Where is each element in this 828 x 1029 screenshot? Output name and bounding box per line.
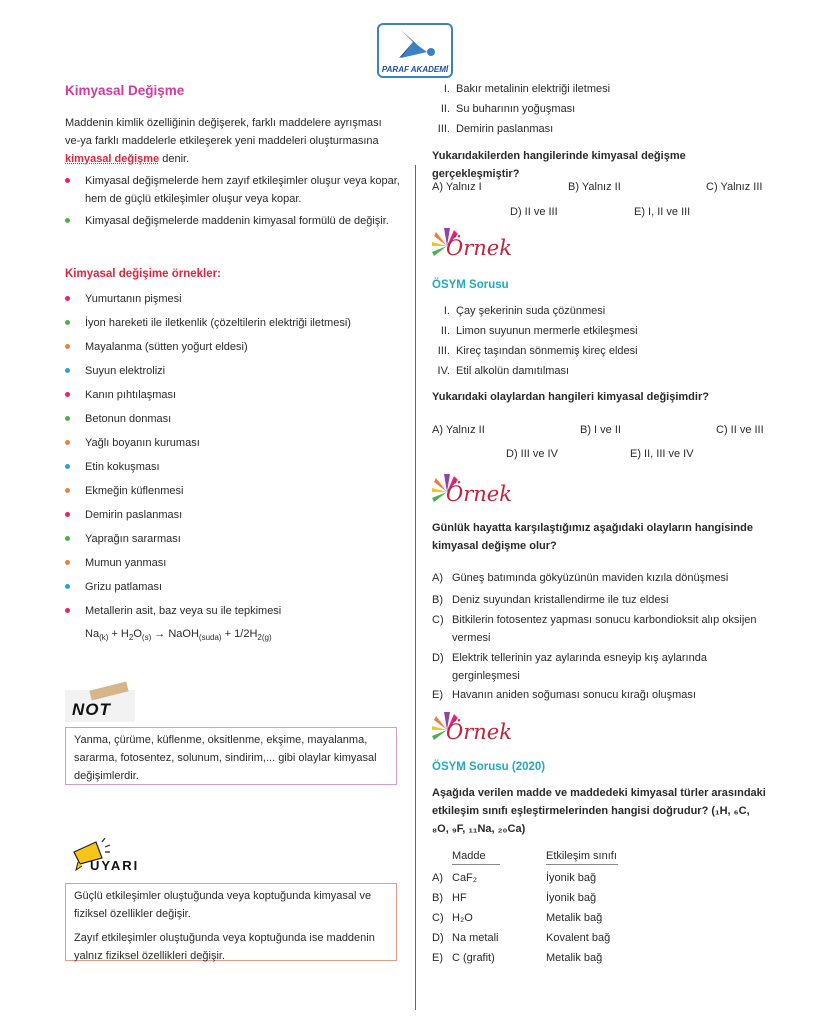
- statement: [432, 342, 767, 360]
- statement: [432, 80, 767, 98]
- key-term: kimyasal değişme: [65, 153, 160, 165]
- option[interactable]: C) II ve III: [716, 424, 764, 436]
- example-text: Etin kokuşması: [85, 461, 160, 473]
- substance: CaF₂: [452, 872, 478, 884]
- bullet-dot-icon: [65, 320, 70, 325]
- option[interactable]: A) Yalnız I: [432, 181, 482, 193]
- interaction-class: İyonik bağ: [546, 872, 597, 884]
- statement-number: II.: [440, 325, 450, 337]
- option[interactable]: [432, 569, 767, 587]
- ornek-text: Örnek: [446, 720, 512, 744]
- statement-number: I.: [443, 305, 450, 317]
- option[interactable]: D) II ve III: [510, 206, 558, 218]
- warning-text: Güçlü etkileşimler oluştuğunda veya koptuğunda kimyasal ve fiziksel özellikler değişir.: [74, 890, 372, 920]
- eq-part: + H: [111, 628, 129, 640]
- question-source: ÖSYM Sorusu (2020): [432, 761, 546, 773]
- bullet-dot-icon: [65, 178, 70, 183]
- option[interactable]: [432, 611, 767, 647]
- option-text: Elektrik tellerinin yaz aylarında esneyip kış aylarında gerginleşmesi: [452, 652, 707, 682]
- column-header-madde: Madde: [452, 850, 500, 865]
- tape-icon: [89, 682, 128, 701]
- option[interactable]: A) Yalnız II: [432, 424, 485, 436]
- example-text: Grizu patlaması: [85, 581, 163, 593]
- option-text: Havanın aniden soğuması sonucu kırağı oluşması: [452, 689, 696, 701]
- option[interactable]: E) I, II ve III: [634, 206, 691, 218]
- example-item: [65, 290, 400, 308]
- eq-part: + 1/2H: [224, 628, 258, 640]
- question-2: Yukarıdaki olaylardan hangileri kimyasal değişimdir?: [432, 391, 709, 403]
- example-text: Kanın pıhtılaşması: [85, 389, 177, 401]
- example-item: [65, 578, 400, 596]
- statement: [432, 100, 767, 118]
- logo-text: PARAF AKADEMİ: [381, 65, 449, 74]
- eq-sub: 2(g): [257, 633, 272, 643]
- option-text: Bitkilerin fotosentez yapması sonucu karbondioksit alıp oksijen vermesi: [452, 614, 757, 644]
- eq-part: Na: [85, 628, 100, 640]
- question-3: Günlük hayatta karşılaştığımız aşağıdaki olayların hangisinde kimyasal değişme olur?: [432, 522, 753, 552]
- section-title: Kimyasal Değişme: [65, 83, 185, 98]
- option[interactable]: [432, 649, 767, 685]
- atomic-numbers: (₁H, ₆C, ₈O, ₉F, ₁₁Na, ₂₀Ca): [432, 805, 750, 835]
- statement-text: Bakır metalinin elektriği iletmesi: [456, 83, 611, 95]
- intro-end: denir.: [159, 153, 190, 165]
- example-item: [65, 554, 400, 572]
- substance: Na metali: [452, 932, 499, 944]
- option[interactable]: B) I ve II: [580, 424, 621, 436]
- example-item: [65, 482, 400, 500]
- option-letter: B): [432, 892, 443, 904]
- bullet-dot-icon: [65, 584, 70, 589]
- bullet-dot-icon: [65, 536, 70, 541]
- logo-mark-icon: [393, 28, 437, 62]
- example-item: [65, 506, 400, 524]
- ornek-text: Örnek: [446, 482, 512, 506]
- bullet-dot-icon: [65, 416, 70, 421]
- warning-label: [72, 838, 140, 875]
- question-4-text: Aşağıda verilen madde ve maddedeki kimyasal türler arasındaki etkileşim sınıfı eşleştirmelerinden hangisi doğrudur?: [432, 787, 766, 817]
- substance: H₂O: [452, 912, 473, 924]
- ornek-badge: [432, 472, 542, 512]
- example-text: Metallerin asit, baz veya su ile tepkimesi: [85, 605, 282, 617]
- statement: [432, 120, 767, 138]
- bullet-dot-icon: [65, 488, 70, 493]
- option-letter: C): [432, 912, 444, 924]
- bullet-dot-icon: [65, 344, 70, 349]
- column-header-etkilesim: Etkileşim sınıfı: [546, 850, 618, 865]
- statement: [432, 322, 767, 340]
- warning-label-text: UYARI: [90, 858, 140, 873]
- bullet-dot-icon: [65, 218, 70, 223]
- example-text: Mayalanma (sütten yoğurt eldesi): [85, 341, 248, 353]
- statement-number: IV.: [437, 365, 450, 377]
- interaction-class: Metalik bağ: [546, 912, 603, 924]
- statement-text: Su buharının yoğuşması: [456, 103, 576, 115]
- example-text: İyon hareketi ile iletkenlik (çözeltilerin elektriği iletmesi): [85, 317, 351, 329]
- note-label-text: NOT: [72, 700, 111, 719]
- eq-part: O: [133, 628, 142, 640]
- bullet-dot-icon: [65, 296, 70, 301]
- intro-text: Maddenin kimlik özelliğinin değişerek, farklı maddelere ayrışması ve-ya farklı maddelerle etkileşerek yeni maddeleri oluşturmasına: [65, 117, 382, 147]
- eq-sub: 2: [128, 633, 134, 643]
- statement-number: III.: [437, 123, 450, 135]
- eq-sub: (suda): [198, 633, 222, 643]
- option-letter: E): [432, 952, 443, 964]
- examples-title: Kimyasal değişime örnekler:: [65, 268, 221, 280]
- substance: C (grafit): [452, 952, 495, 964]
- statement: [432, 302, 767, 320]
- question-4: [432, 784, 767, 838]
- interaction-class: Kovalent bağ: [546, 932, 611, 944]
- bullet-text: Kimyasal değişmelerde hem zayıf etkileşimler oluşur veya kopar, hem de güçlü etkileşimler oluşur veya kopar.: [85, 175, 400, 205]
- option-letter: D): [432, 652, 444, 664]
- bullet-text: Kimyasal değişmelerde maddenin kimyasal formülü de değişir.: [85, 215, 389, 227]
- statement-text: Etil alkolün damıtılması: [456, 365, 570, 377]
- option-letter: E): [432, 689, 443, 701]
- ornek-badge: [432, 226, 542, 266]
- bullet-dot-icon: [65, 560, 70, 565]
- equation: [85, 628, 272, 642]
- option[interactable]: E) II, III ve IV: [630, 448, 694, 460]
- statement-number: III.: [437, 345, 450, 357]
- option[interactable]: D) III ve IV: [506, 448, 558, 460]
- example-item: [65, 386, 400, 404]
- option-letter: A): [432, 572, 443, 584]
- bullet-dot-icon: [65, 368, 70, 373]
- intro-paragraph: [65, 114, 397, 168]
- statement-text: Çay şekerinin suda çözünmesi: [456, 305, 606, 317]
- example-text: Yumurtanın pişmesi: [85, 293, 182, 305]
- bullet-dot-icon: [65, 464, 70, 469]
- statement-text: Demirin paslanması: [456, 123, 554, 135]
- example-text: Suyun elektrolizi: [85, 365, 166, 377]
- example-item: [65, 458, 400, 476]
- bullet-item: [65, 172, 400, 208]
- eq-sub: (s): [141, 633, 152, 643]
- ornek-text: Örnek: [446, 236, 512, 260]
- example-item: [65, 362, 400, 380]
- note-box: Yanma, çürüme, küflenme, oksitlenme, ekşime, mayalanma, sararma, fotosentez, solunum, sindirim,... gibi olaylar kimyasal değişimlerdir.: [65, 727, 397, 785]
- option-letter: A): [432, 872, 443, 884]
- option-text: Güneş batımında gökyüzünün maviden kızıla dönüşmesi: [452, 572, 729, 584]
- example-item: [65, 434, 400, 452]
- example-text: Yaprağın sararması: [85, 533, 181, 545]
- bullet-dot-icon: [65, 440, 70, 445]
- bullet-dot-icon: [65, 608, 70, 613]
- eq-part: → NaOH: [154, 628, 199, 640]
- example-text: Yağlı boyanın kuruması: [85, 437, 200, 449]
- ornek-badge: [432, 710, 542, 750]
- option-text: Deniz suyundan kristallendirme ile tuz eldesi: [452, 594, 669, 606]
- interaction-class: İyonik bağ: [546, 892, 597, 904]
- statement-text: Limon suyunun mermerle etkileşmesi: [456, 325, 638, 337]
- option[interactable]: C) Yalnız III: [706, 181, 763, 193]
- statement-text: Kireç taşından sönmemiş kireç eldesi: [456, 345, 638, 357]
- substance: HF: [452, 892, 467, 904]
- option[interactable]: [432, 591, 767, 609]
- bullet-dot-icon: [65, 392, 70, 397]
- option-letter: C): [432, 614, 444, 626]
- option[interactable]: B) Yalnız II: [568, 181, 621, 193]
- paraf-akademi-logo: [377, 23, 453, 78]
- bullet-item: [65, 212, 400, 230]
- example-text: Ekmeğin küflenmesi: [85, 485, 184, 497]
- example-item: [65, 602, 400, 620]
- warning-box: [65, 883, 397, 961]
- option[interactable]: [432, 686, 767, 704]
- statement-number: II.: [440, 103, 450, 115]
- statement: [432, 362, 767, 380]
- example-item: [65, 338, 400, 356]
- example-item: [65, 410, 400, 428]
- bullet-dot-icon: [65, 512, 70, 517]
- example-text: Demirin paslanması: [85, 509, 183, 521]
- question-1: Yukarıdakilerden hangilerinde kimyasal değişme gerçekleşmiştir?: [432, 150, 686, 180]
- note-label: [65, 690, 135, 722]
- option-letter: D): [432, 932, 444, 944]
- example-item: [65, 314, 400, 332]
- eq-sub: (k): [99, 633, 109, 643]
- question-source: ÖSYM Sorusu: [432, 279, 509, 291]
- example-text: Betonun donması: [85, 413, 172, 425]
- example-item: [65, 530, 400, 548]
- warning-text: Zayıf etkileşimler oluştuğunda veya koptuğunda ise maddenin yalnız fiziksel özellikleri değişir.: [74, 932, 375, 962]
- column-divider: [415, 165, 416, 1010]
- example-text: Mumun yanması: [85, 557, 167, 569]
- option-letter: B): [432, 594, 443, 606]
- interaction-class: Metalik bağ: [546, 952, 603, 964]
- statement-number: I.: [443, 83, 450, 95]
